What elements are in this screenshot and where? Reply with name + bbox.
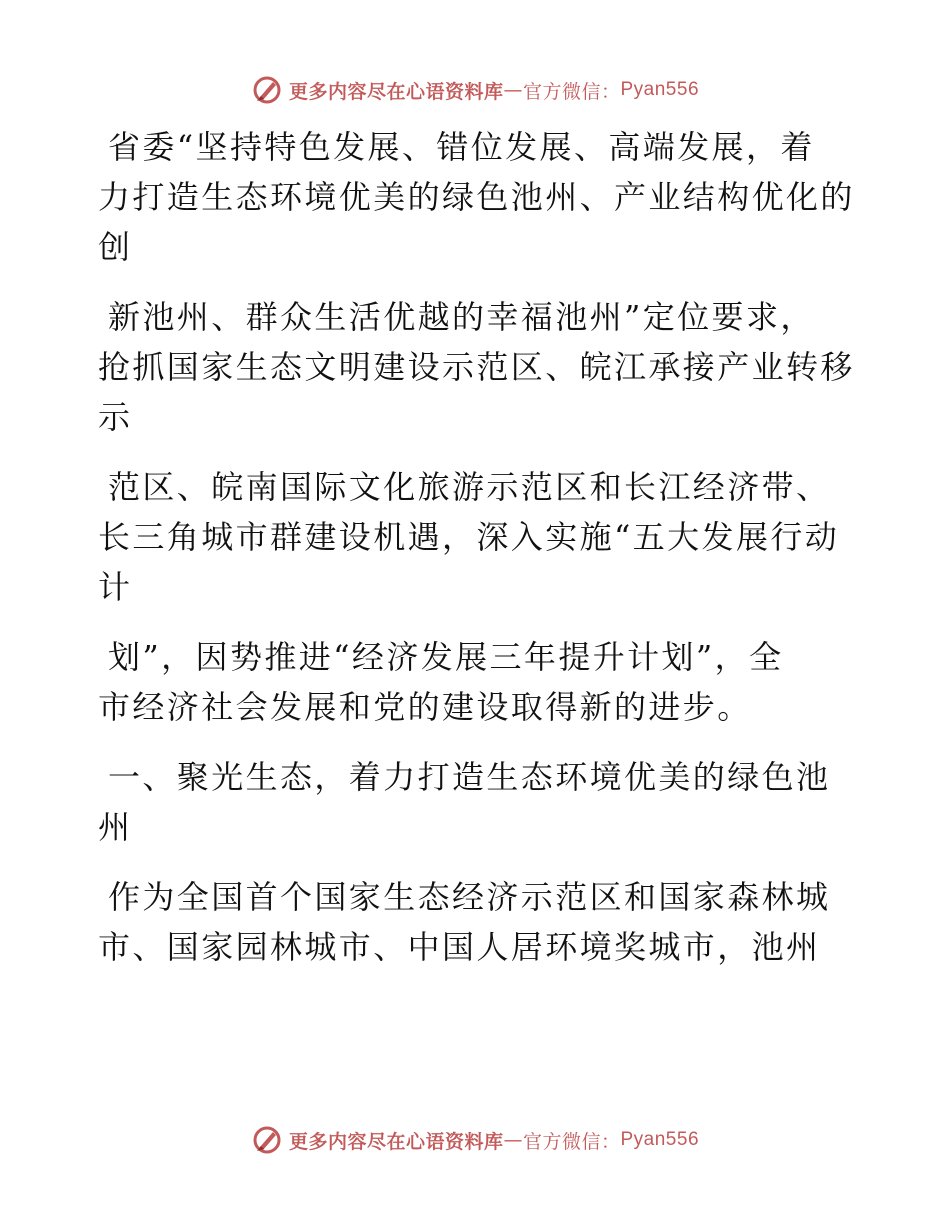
footer-wechat-label: 官方微信：: [522, 1130, 621, 1153]
body-line: 创: [98, 228, 133, 266]
pen-logo-icon: [251, 74, 283, 106]
footer-watermark: [0, 1120, 950, 1160]
body-line: 作为全国首个国家生态经济示范区和国家森林城: [108, 878, 831, 916]
body-line: 长三角城市群建设机遇，深入实施“五大发展行动: [98, 518, 840, 556]
footer-wechat-id: Pyan556: [620, 1129, 700, 1150]
header-watermark: [0, 70, 950, 110]
body-line: 计: [98, 568, 133, 606]
body-line: 市、国家园林城市、中国人居环境奖城市，池州: [98, 928, 821, 966]
section-heading: 一、聚光生态，着力打造生态环境优美的绿色池: [108, 758, 831, 796]
body-line: 市经济社会发展和党的建设取得新的进步。: [98, 688, 752, 726]
header-dash: —: [503, 79, 523, 101]
header-site-name: 更多内容尽在心语资料库: [288, 80, 504, 103]
pen-logo-icon: [251, 1124, 283, 1156]
footer-site-name: 更多内容尽在心语资料库: [288, 1130, 504, 1153]
body-line: 示: [98, 398, 133, 436]
body-line: 力打造生态环境优美的绿色池州、产业结构优化的: [98, 178, 855, 216]
footer-dash: —: [503, 1129, 523, 1151]
header-wechat-label: 官方微信：: [522, 80, 621, 103]
header-wechat-id: Pyan556: [620, 79, 700, 100]
body-line: 新池州、群众生活优越的幸福池州”定位要求，: [108, 298, 815, 336]
section-heading: 州: [98, 808, 133, 846]
document-body: [98, 122, 858, 972]
body-line: 抢抓国家生态文明建设示范区、皖江承接产业转移: [98, 348, 855, 386]
body-line: 省委“坚持特色发展、错位发展、高端发展，着: [108, 128, 815, 166]
body-line: 范区、皖南国际文化旅游示范区和长江经济带、: [108, 468, 831, 506]
body-line: 划”，因势推进“经济发展三年提升计划”，全: [108, 638, 784, 676]
